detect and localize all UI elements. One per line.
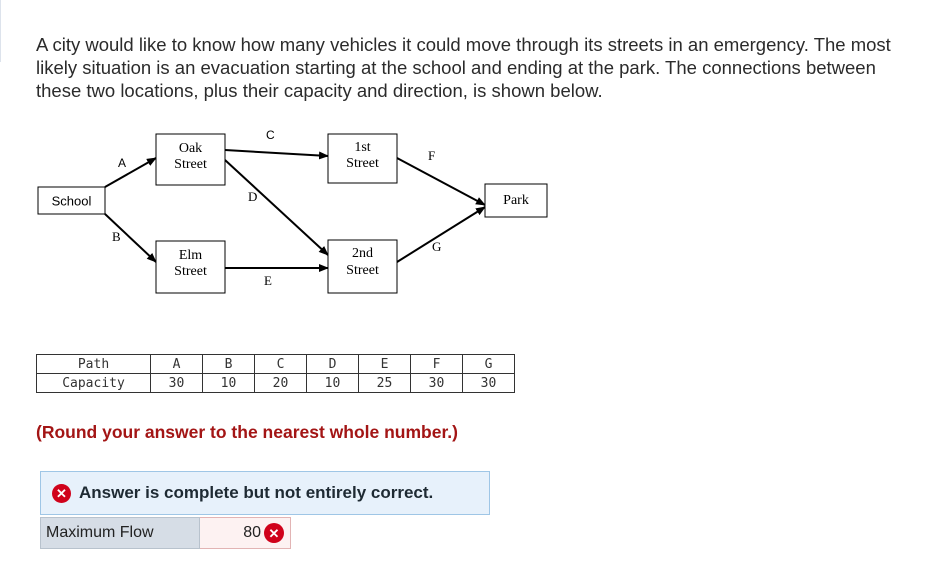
maximum-flow-label: Maximum Flow — [40, 517, 200, 549]
edge-c-label: C — [266, 128, 275, 142]
node-oak-street — [156, 134, 225, 185]
node-first-line1: 1st — [354, 140, 371, 155]
edge-g-label: G — [432, 239, 442, 254]
node-oak-line2: Street — [174, 157, 207, 172]
incorrect-x-icon: ✕ — [264, 523, 284, 543]
node-elm-line2: Street — [174, 264, 207, 279]
table-cell-capacity: 10 — [203, 374, 255, 393]
table-cell-path: C — [255, 355, 307, 374]
table-header-path: Path — [37, 355, 151, 374]
node-first-line2: Street — [346, 156, 379, 171]
x-circle-icon: ✕ — [52, 484, 71, 503]
table-cell-path: G — [463, 355, 515, 374]
maximum-flow-answer-field[interactable] — [200, 517, 291, 549]
node-elm-street — [156, 241, 225, 293]
table-cell-capacity: 30 — [463, 374, 515, 393]
node-park-label: Park — [503, 193, 529, 208]
table-cell-capacity: 10 — [307, 374, 359, 393]
table-row-paths — [37, 355, 515, 374]
table-cell-capacity: 20 — [255, 374, 307, 393]
table-cell-capacity: 30 — [151, 374, 203, 393]
edge-c-arrow — [225, 150, 328, 156]
node-school-label: School — [51, 193, 92, 209]
edge-a-label: A — [118, 156, 127, 170]
node-school — [38, 187, 105, 214]
table-cell-path: E — [359, 355, 411, 374]
node-oak-line1: Oak — [178, 141, 203, 156]
table-header-capacity: Capacity — [37, 374, 151, 393]
table-cell-capacity: 30 — [411, 374, 463, 393]
node-elm-line1: Elm — [178, 248, 203, 263]
node-first-street — [328, 134, 397, 183]
problem-statement: A city would like to know how many vehicles it could move through its streets in an emergency. The most likely situation is an evacuation starting at the school and ending at the park. The connections between these two locations, plus their capacity and direction, is shown below. — [36, 34, 891, 101]
edge-f-label: F — [428, 148, 436, 163]
node-park — [485, 184, 547, 217]
table-cell-path: A — [151, 355, 203, 374]
edge-d-label: D — [248, 189, 258, 204]
edge-d-arrow — [225, 160, 328, 255]
table-cell-path: B — [203, 355, 255, 374]
table-cell-path: D — [307, 355, 359, 374]
node-second-street — [328, 240, 397, 293]
result-feedback-text: Answer is complete but not entirely correct. — [79, 483, 434, 502]
edge-a-arrow — [105, 158, 156, 187]
edge-f-arrow — [397, 158, 485, 205]
table-cell-capacity: 25 — [359, 374, 411, 393]
edge-b-label: B — [112, 229, 121, 244]
maximum-flow-answer-value: 80 — [243, 524, 261, 541]
table-row-capacities — [37, 374, 515, 393]
result-feedback-banner — [40, 471, 490, 515]
node-second-line1: 2nd — [352, 246, 373, 261]
node-second-line2: Street — [346, 263, 379, 278]
table-cell-path: F — [411, 355, 463, 374]
edge-e-label: E — [264, 273, 272, 288]
rounding-instruction: (Round your answer to the nearest whole number.) — [36, 422, 458, 442]
path-capacity-table — [36, 354, 515, 393]
